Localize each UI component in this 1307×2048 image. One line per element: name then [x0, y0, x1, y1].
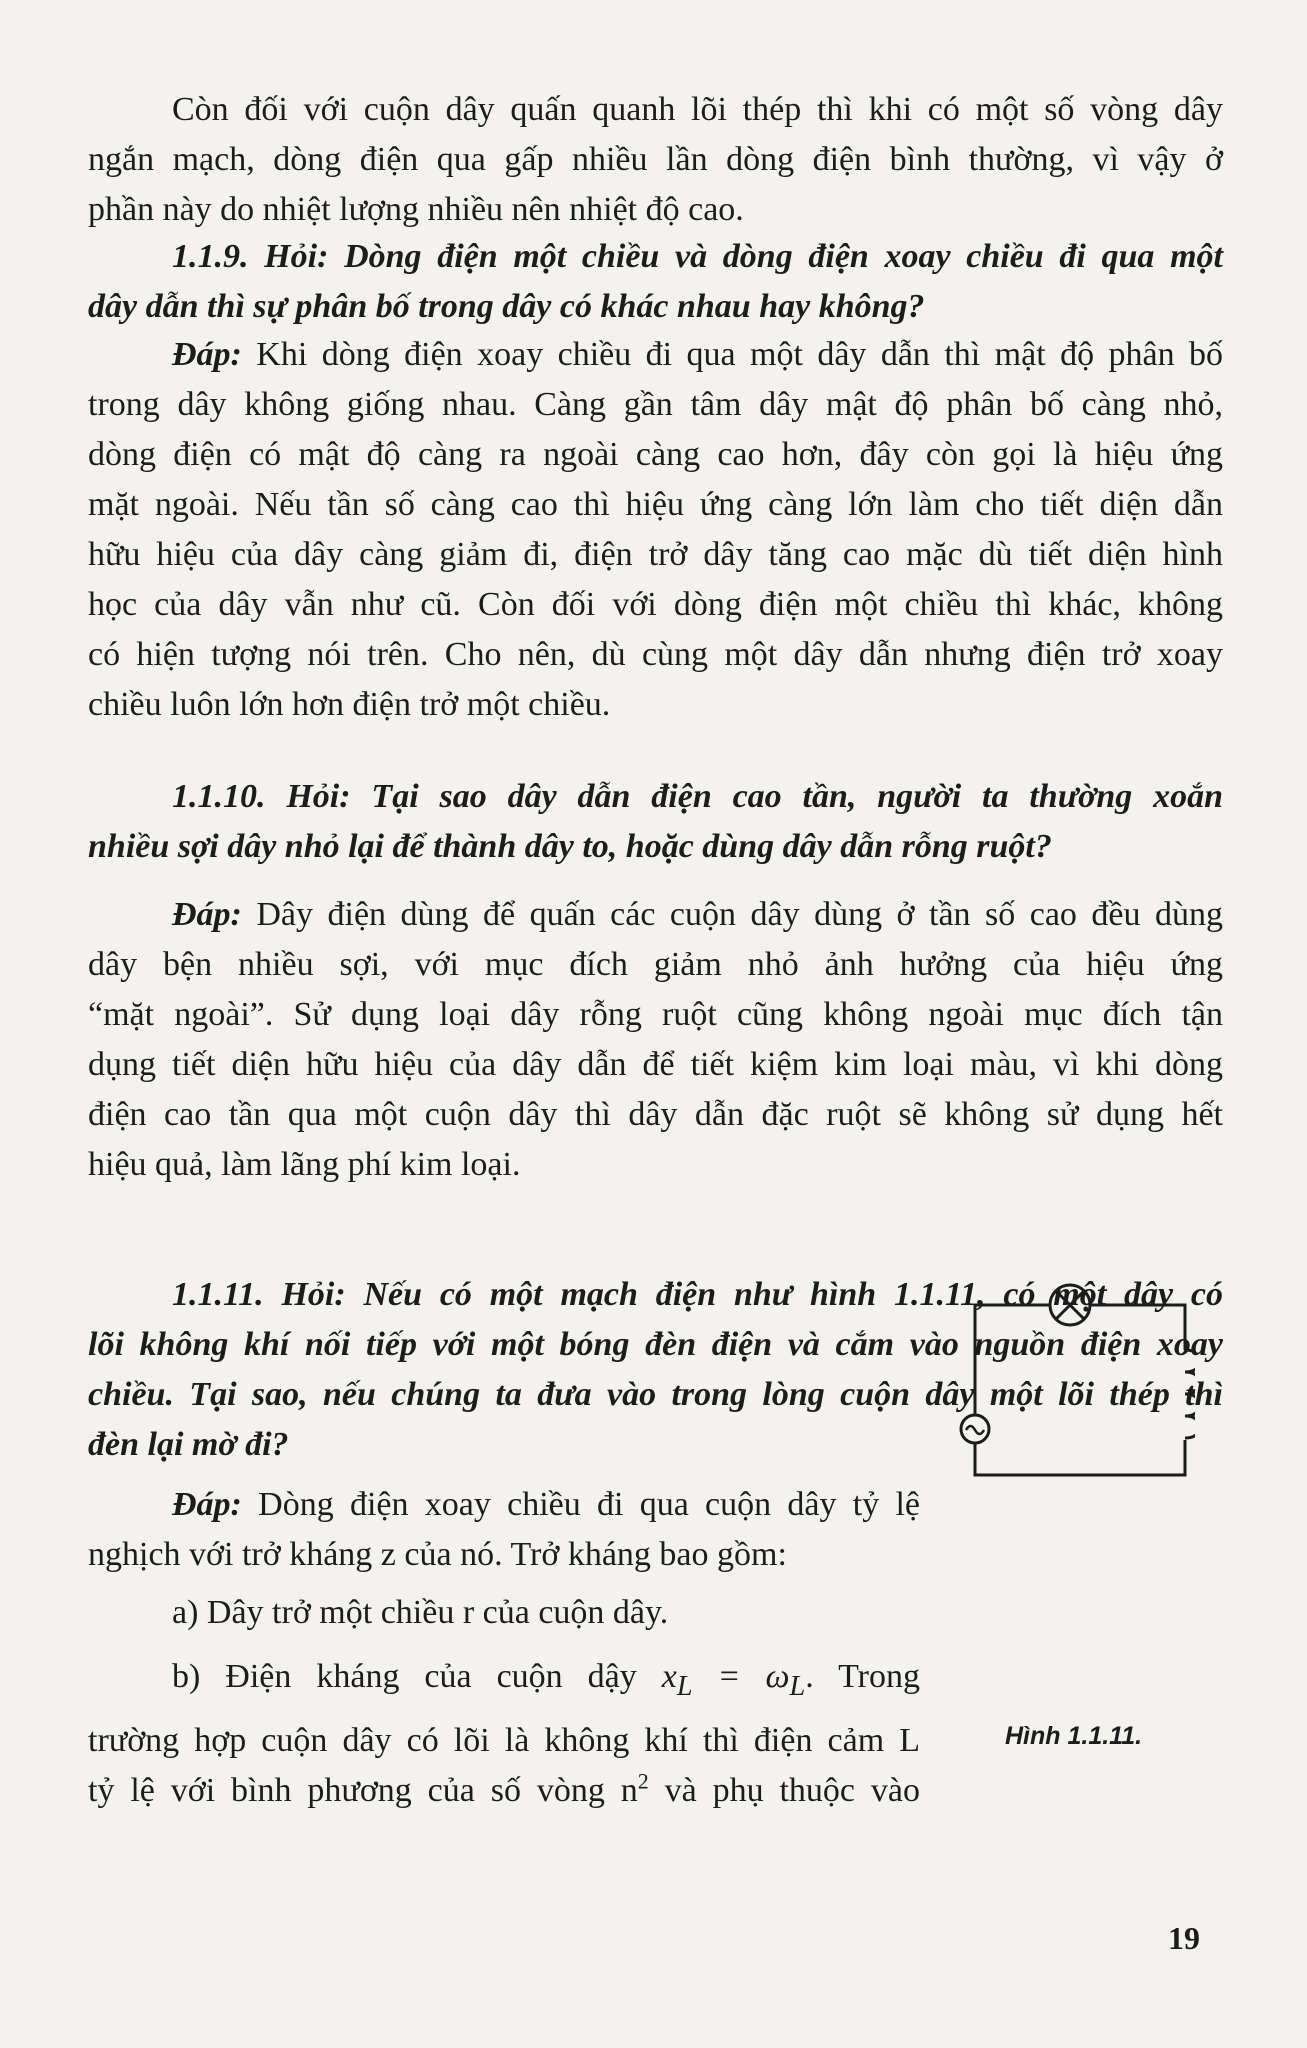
text-line: a) Dây trở một chiều r của cuộn dây.: [172, 1594, 669, 1631]
text-line: “mặt ngoài”. Sử dụng loại dây rỗng ruột cũng không ngoài mục đích tận: [88, 996, 1223, 1033]
text-span: . Trong: [805, 1658, 921, 1695]
text-line: [88, 1480, 920, 1530]
wire-top-right: [1090, 1305, 1185, 1350]
text-line: chiều luôn lớn hơn điện trở một chiều.: [88, 686, 611, 723]
text-line: dây bện nhiều sợi, với mục đích giảm nhỏ ảnh hưởng của hiệu ứng: [88, 946, 1223, 983]
text-line: hữu hiệu của dây càng giảm đi, điện trở dây tăng cao mặc dù tiết diện hình: [88, 536, 1223, 573]
text-line: học của dây vẫn như cũ. Còn đối với dòng điện một chiều thì khác, không: [88, 586, 1223, 623]
text-line: ngắn mạch, dòng điện qua gấp nhiều lần dòng điện bình thường, vì vậy ở: [88, 141, 1223, 178]
text-line: dòng điện có mật độ càng ra ngoài càng cao hơn, đây còn gọi là hiệu ứng: [88, 436, 1223, 473]
text-line: Còn đối với cuộn dây quấn quanh lõi thép thì khi có một số vòng dây: [172, 91, 1223, 128]
text-line: trường hợp cuộn dây có lõi là không khí thì điện cảm L: [88, 1721, 920, 1759]
wire-top-left: [975, 1305, 1050, 1415]
text-span: Dòng điện xoay chiều đi qua cuộn dây tỷ lệ: [241, 1486, 920, 1523]
text-line: 1.1.9. Hỏi: Dòng điện một chiều và dòng điện xoay chiều đi qua một: [172, 238, 1223, 275]
text-line: [88, 1652, 920, 1712]
paragraph-intro: [88, 85, 1223, 235]
wire-bottom: [975, 1440, 1185, 1475]
text-line: dây dẫn thì sự phân bố trong dây có khác nhau hay không?: [88, 288, 925, 325]
text-line: đèn lại mờ đi?: [88, 1426, 289, 1463]
text-line: [88, 890, 1223, 940]
circuit-diagram: [955, 1260, 1195, 1530]
math-subscript: L: [789, 1670, 806, 1702]
text-line: 1.1.11. Hỏi: Nếu có một mạch điện như hình 1.1.11, có một dây có: [172, 1276, 1223, 1313]
text-line: điện cao tần qua một cuộn dây thì dây dẫn đặc ruột sẽ không sử dụng hết: [88, 1096, 1223, 1133]
answer-label: Đáp:: [172, 1486, 242, 1523]
text-line: mặt ngoài. Nếu tần số càng cao thì hiệu ứng càng lớn làm cho tiết diện dẫn: [88, 486, 1223, 523]
text-line: có hiện tượng nói trên. Cho nên, dù cùng một dây dẫn nhưng điện trở xoay: [88, 636, 1223, 673]
math-x: x: [661, 1658, 677, 1695]
text-line: hiệu quả, làm lãng phí kim loại.: [88, 1146, 521, 1183]
text-span: Dây điện dùng để quấn các cuộn dây dùng ở tần số cao đều dùng: [241, 896, 1223, 933]
text-span: tỷ lệ với bình phương của số vòng n: [88, 1771, 638, 1809]
text-line: [88, 1766, 920, 1816]
math-subscript: L: [676, 1670, 693, 1702]
answer-1-1-10: [88, 890, 1223, 1190]
answer-1-1-9: [88, 330, 1223, 730]
text-span: b) Điện kháng của cuộn dậy: [172, 1658, 662, 1695]
question-1-1-10: [88, 772, 1223, 872]
text-line: 1.1.10. Hỏi: Tại sao dây dẫn điện cao tần, người ta thường xoắn: [172, 778, 1223, 815]
answer-1-1-11: [88, 1480, 920, 1816]
text-line: trong dây không giống nhau. Càng gần tâm dây mật độ phân bố càng nhỏ,: [88, 386, 1223, 423]
superscript: 2: [637, 1768, 649, 1794]
figure-caption: Hình 1.1.11.: [1005, 1722, 1143, 1750]
text-span: và phụ thuộc vào: [648, 1771, 920, 1809]
text-line: lõi không khí nối tiếp với một bóng đèn điện và cắm vào nguồn điện xoay: [88, 1326, 1223, 1363]
text-line: dụng tiết diện hữu hiệu của dây dẫn để tiết kiệm kim loại màu, vì khi dòng: [88, 1046, 1223, 1083]
ac-source-icon: [961, 1415, 989, 1443]
answer-label: Đáp:: [172, 336, 242, 373]
math-omega: = ω: [692, 1658, 790, 1695]
lamp-icon: [1050, 1285, 1090, 1325]
question-1-1-9: [88, 232, 1223, 332]
coil-icon: [1185, 1350, 1195, 1438]
answer-label: Đáp:: [172, 896, 242, 933]
page-number: 19: [1168, 1920, 1200, 1956]
text-span: Khi dòng điện xoay chiều đi qua một dây dẫn thì mật độ phân bố: [241, 336, 1223, 373]
text-line: phần này do nhiệt lượng nhiều nên nhiệt độ cao.: [88, 191, 744, 228]
text-line: nghịch với trở kháng z của nó. Trở kháng bao gồm:: [88, 1536, 787, 1573]
text-line: chiều. Tại sao, nếu chúng ta đưa vào trong lòng cuộn dây một lõi thép thì: [88, 1376, 1223, 1413]
text-line: nhiều sợi dây nhỏ lại để thành dây to, hoặc dùng dây dẫn rỗng ruột?: [88, 828, 1052, 865]
text-line: [88, 330, 1223, 380]
